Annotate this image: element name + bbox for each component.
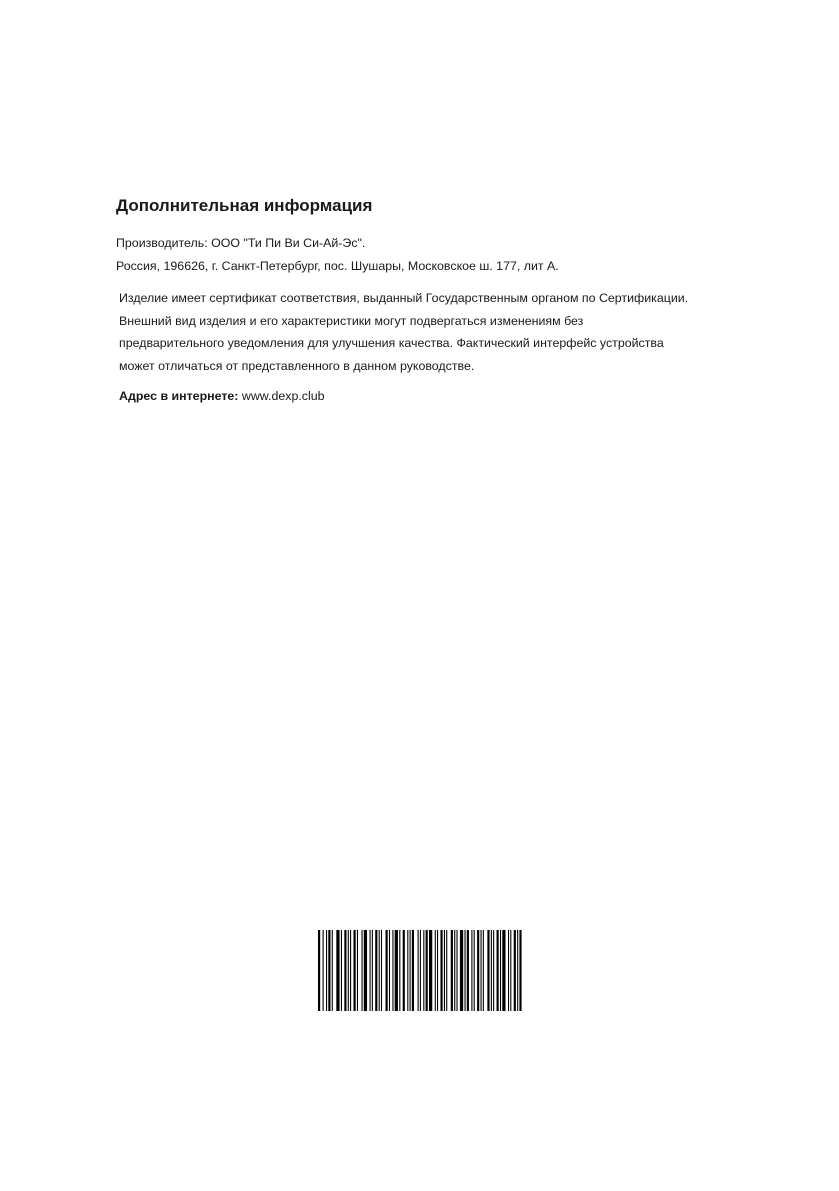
manufacturer-info: [116, 232, 559, 278]
notice-line: Изделие имеет сертификат соответствия, выданный Государственным органом по Сертификации.: [119, 291, 689, 305]
web-address: [119, 389, 325, 403]
address-line: Россия, 196626, г. Санкт-Петербург, пос. Шушары, Московское ш. 177, лит А.: [116, 259, 559, 273]
notice-line: Внешний вид изделия и его характеристики могут подвергаться изменениям без: [119, 313, 584, 328]
notice-paragraph: [119, 287, 688, 378]
manufacturer-line: Производитель: ООО "Ти Пи Ви Си-Ай-Эс".: [116, 236, 366, 250]
web-address-url[interactable]: www.dexp.club: [241, 389, 325, 403]
barcode-icon: [318, 930, 524, 1011]
notice-line: предварительного уведомления для улучшения качества. Фактический интерфейс устройства: [119, 336, 664, 351]
web-address-label: Адрес в интернете:: [119, 389, 239, 403]
section-heading: Дополнительная информация: [116, 196, 373, 215]
notice-line: может отличаться от представленного в данном руководстве.: [119, 359, 475, 374]
